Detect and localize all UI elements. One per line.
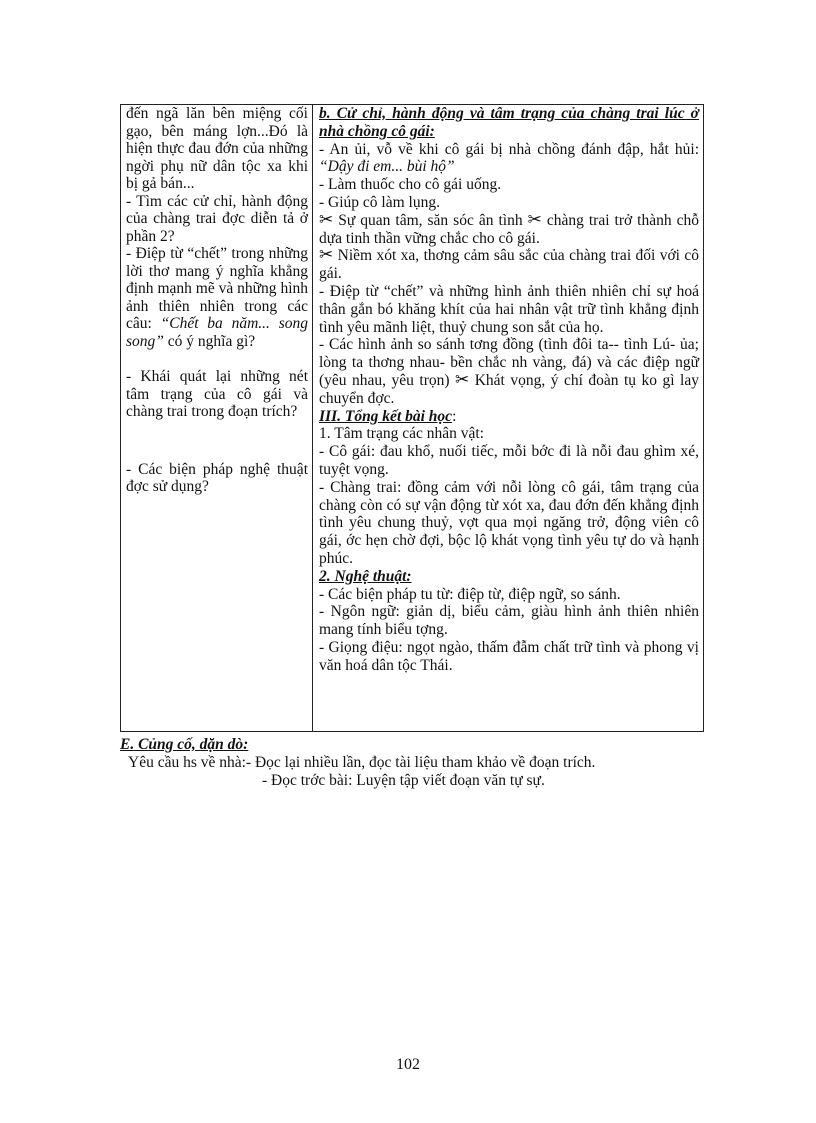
questions-column	[121, 105, 313, 731]
answer-comparison	[319, 336, 699, 407]
left-question-gestures: - Tìm các cử chỉ, hành động của chàng trai đợc diễn tả ở phần 2?	[126, 192, 308, 245]
answer-repetition: - Điệp từ “chết” và những hình ảnh thiên nhiên chỉ sự hoá thân gắn bó khăng khít của hai nhân vật trữ tình khẳng định tình yêu mãnh liệt, thuỷ chung son sắt của họ.	[319, 282, 699, 336]
section-b-heading: b. Cử chỉ, hành động và tâm trạng của chàng trai lúc ở nhà chồng cô gái:	[319, 105, 699, 140]
answer-comfort-text: - An ủi, vỗ về khi cô gái bị nhà chồng đánh đập, hắt hủi:	[319, 140, 699, 158]
answer-sympathy	[319, 247, 699, 283]
homework-line-1: Yêu cầu hs về nhà:- Đọc lại nhiều lần, đọc tài liệu tham khảo về đoạn trích.	[128, 754, 596, 771]
scissors-icon: ✂	[527, 209, 542, 230]
summary-characters: 1. Tâm trạng các nhân vật:	[319, 425, 484, 443]
answer-comfort	[319, 141, 699, 177]
homework-title: E. Củng cố, dặn dò:	[120, 736, 249, 753]
art-rhetoric: - Các biện pháp tu từ: điệp từ, điệp ngữ, so sánh.	[319, 585, 621, 603]
answer-medicine: - Làm thuốc cho cô gái uống.	[319, 176, 502, 194]
left-question-repetition-end: có ý nghĩa gì?	[163, 332, 256, 350]
scissors-icon: ✂	[319, 209, 334, 230]
homework-section	[120, 736, 720, 790]
answer-care-text-end: chàng trai trở thành chỗ dựa tinh thần vững chắc cho cô gái.	[319, 211, 699, 247]
left-question-summary: - Khái quát lại những nét tâm trạng của cô gái và chàng trai trong đoạn trích?	[126, 368, 308, 420]
answer-comparison-text: - Các hình ảnh so sánh tơng đồng (tình đôi ta-- tình Lú- ủa; lòng ta thơng nhau- bền chắc nh vàng, đá) và các điệp ngữ (yêu nhau, yêu trọn)	[319, 336, 699, 389]
answer-help-work: - Giúp cô làm lụng.	[319, 193, 440, 211]
scissors-icon: ✂	[455, 369, 470, 390]
summary-girl: - Cô gái: đau khổ, nuối tiếc, mỗi bớc đi là nỗi đau ghìm xé, tuyệt vọng.	[319, 443, 699, 478]
left-question-quote: “Chết ba năm... song song”	[126, 315, 308, 350]
summary-boy: - Chàng trai: đồng cảm với nỗi lòng cô gái, tâm trạng của chàng còn có sự vận động từ xót xa, đau đớn đến khẳng định tình yêu chung thuỷ, vợt qua mọi ngăng trở, động viên cô gái, ớc hẹn chờ đợi, bộc lộ khát vọng tình yêu tự do và hạnh phúc.	[319, 478, 699, 567]
section-III-heading	[319, 408, 699, 426]
art-language: - Ngôn ngữ: giản dị, biểu cảm, giàu hình ảnh thiên nhiên mang tính biểu tợng.	[319, 603, 699, 639]
answer-comfort-quote: “Dậy đi em... bùi hộ”	[319, 158, 455, 176]
lesson-table	[120, 104, 704, 732]
left-paragraph-1: đến ngã lăn bên miệng cối gạo, bên máng lợn...Đó là hiện thực đau đớn của những ngời phụ nữ dân tộc xa khi bị gả bán...	[126, 105, 308, 192]
left-question-repetition-text: - Điệp từ “chết” trong những lời thơ mang ý nghĩa khẳng định mạnh mẽ và những hình ảnh thiên nhiên trong các câu:	[126, 245, 308, 332]
answer-care-text: Sự quan tâm, săn sóc ân tình	[333, 211, 528, 229]
page-number: 102	[396, 1056, 420, 1073]
section-III-colon: :	[452, 407, 457, 425]
art-tone: - Giọng điệu: ngọt ngào, thấm đẫm chất trữ tình và phong vị văn hoá dân tộc Thái.	[319, 638, 699, 674]
homework-line-2: - Đọc trớc bài: Luyện tập viết đoạn văn tự sự.	[262, 772, 545, 789]
section-2-heading: 2. Nghệ thuật:	[319, 567, 412, 585]
section-III-title: III. Tổng kết bài học	[319, 407, 453, 425]
answers-column	[313, 105, 703, 731]
answer-comparison-end: Khát vọng, ý chí đoàn tụ ko gì lay chuyển đợc.	[319, 371, 699, 407]
left-question-art: - Các biện pháp nghệ thuật đợc sử dụng?	[126, 460, 308, 495]
left-question-repetition	[126, 245, 308, 350]
answer-care	[319, 209, 699, 248]
scissors-icon: ✂	[319, 245, 334, 266]
answer-sympathy-text: Niềm xót xa, thơng cảm sâu sắc của chàng trai đối với cô gái.	[319, 247, 699, 283]
